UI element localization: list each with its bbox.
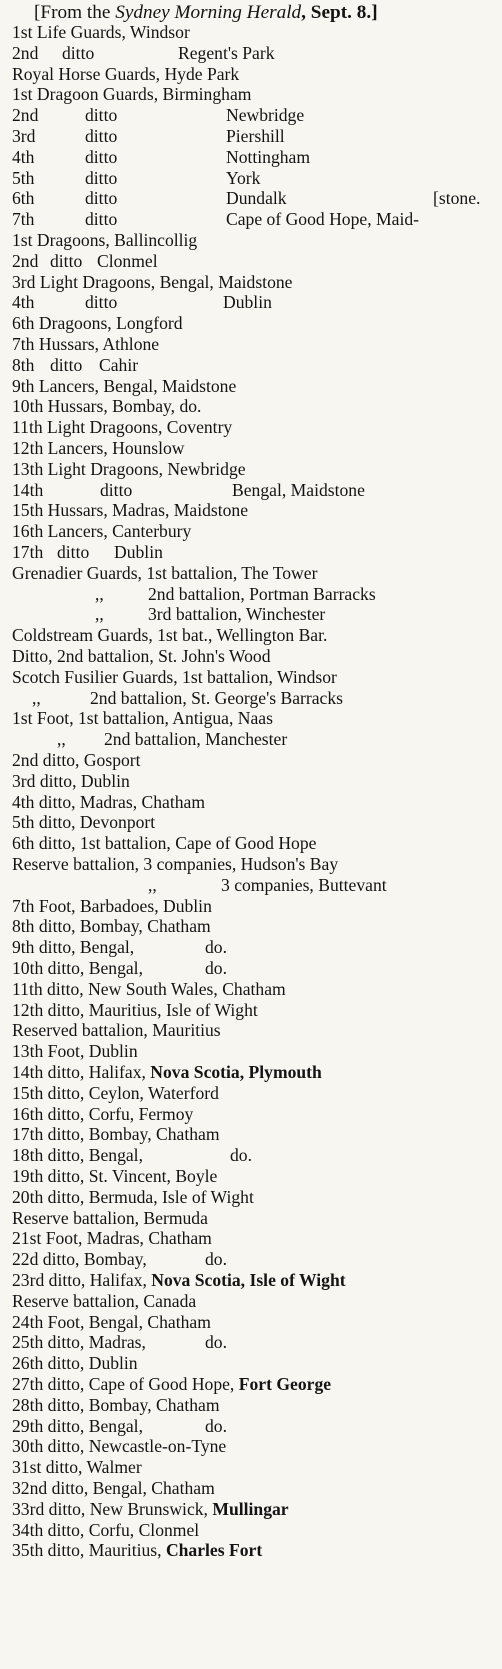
list-item-text: 6th ditto, 1st battalion, Cape of Good Hope — [12, 833, 317, 854]
list-item — [0, 272, 502, 293]
list-item-text: 7th Foot, Barbadoes, Dublin — [12, 895, 212, 916]
list-item-text: 3rd Light Dragoons, Bengal, Maidstone — [12, 271, 293, 292]
list-item-text: 18th ditto, Bengal, — [12, 1145, 143, 1166]
list-item — [0, 1166, 502, 1187]
list-item — [0, 209, 502, 230]
list-item — [0, 1208, 502, 1229]
list-item — [0, 688, 502, 709]
list-item-text: do. — [205, 1332, 227, 1353]
list-item-text: 7th Hussars, Athlone — [12, 334, 160, 354]
list-item-text: 33rd ditto, New Brunswick, Mullingar — [12, 1498, 289, 1519]
list-item-text: Coldstream Guards, 1st bat., Wellington Bar. — [12, 625, 328, 646]
list-item — [0, 1374, 502, 1395]
list-item-text: Reserve battalion, Canada — [12, 1290, 197, 1311]
list-item-text: ditto — [62, 42, 95, 63]
list-item — [0, 313, 502, 334]
list-item-text: ,, — [57, 729, 66, 750]
list-item — [0, 1353, 502, 1374]
list-item — [0, 958, 502, 979]
list-item-text: ditto — [85, 146, 118, 167]
list-item — [0, 771, 502, 792]
list-item — [0, 1332, 502, 1353]
list-item — [0, 480, 502, 501]
list-item-text: ,, — [148, 874, 157, 895]
list-item-text: 28th ditto, Bombay, Chatham — [12, 1394, 220, 1415]
list-item-text: 3 companies, Buttevant — [221, 874, 387, 895]
list-item — [0, 1000, 502, 1021]
list-item — [0, 1062, 502, 1083]
list-item — [0, 1145, 502, 1166]
list-item-text: 2nd battalion, St. George's Barracks — [90, 687, 344, 708]
list-item — [0, 334, 502, 355]
list-item-text: Piershill — [226, 126, 285, 146]
list-item-text: 25th ditto, Madras, — [12, 1332, 146, 1353]
list-item — [0, 1312, 502, 1333]
list-item-text: 16th ditto, Corfu, Fermoy — [12, 1103, 194, 1124]
list-item-text: ditto — [85, 167, 118, 188]
list-item — [0, 812, 502, 833]
list-item-text: 4th — [12, 292, 35, 313]
list-item-text: 3rd — [12, 126, 36, 146]
list-item — [0, 1270, 502, 1291]
list-item — [0, 875, 502, 896]
list-item-text: Dublin — [223, 292, 272, 313]
list-item — [0, 750, 502, 771]
list-item-text: 4th — [12, 146, 35, 167]
list-item-text: ditto — [57, 542, 90, 562]
list-item-text: 31st ditto, Walmer — [12, 1457, 142, 1478]
list-item — [0, 1416, 502, 1437]
list-item — [0, 916, 502, 937]
list-item-text: do. — [205, 937, 227, 958]
list-item-text: 10th Hussars, Bombay, do. — [12, 396, 202, 417]
list-item-text: Dundalk — [226, 188, 287, 209]
list-item — [0, 979, 502, 1000]
list-item-text: ,, — [95, 583, 104, 604]
list-item-text: 2nd — [12, 250, 39, 271]
list-item-text: 3rd battalion, Winchester — [148, 604, 326, 625]
list-item-text: Clonmel — [97, 250, 158, 271]
list-item-text: [stone. — [433, 188, 481, 209]
list-item-text: ditto — [100, 479, 133, 500]
list-item — [0, 1520, 502, 1541]
list-item-text: 8th — [12, 354, 35, 375]
list-item — [0, 1041, 502, 1062]
list-item — [0, 230, 502, 251]
list-item — [0, 584, 502, 605]
list-item-text: 34th ditto, Corfu, Clonmel — [12, 1519, 200, 1540]
list-item-text: 2nd battalion, Portman Barracks — [148, 583, 376, 604]
header-open: [From the — [34, 3, 116, 23]
list-item-text: 32nd ditto, Bengal, Chatham — [12, 1478, 215, 1498]
list-item-text: 17th ditto, Bombay, Chatham — [12, 1124, 220, 1145]
list-item-text: 3rd ditto, Dublin — [12, 770, 130, 791]
list-item-text: 12th ditto, Mauritius, Isle of Wight — [12, 999, 258, 1020]
list-item — [0, 1249, 502, 1270]
list-item-text: 1st Dragoon Guards, Birmingham — [12, 84, 252, 105]
list-item-text: 1st Foot, 1st battalion, Antigua, Naas — [12, 708, 273, 729]
list-item-text: 15th Hussars, Madras, Maidstone — [12, 500, 249, 521]
list-item — [0, 708, 502, 729]
list-item — [0, 500, 502, 521]
list-item-text: 2nd — [12, 105, 39, 126]
publication-name: Sydney Morning Herald — [115, 3, 302, 23]
list-item-text: York — [226, 167, 261, 188]
list-item — [0, 355, 502, 376]
list-item-text: 24th Foot, Bengal, Chatham — [12, 1311, 211, 1332]
list-item-text: Scotch Fusilier Guards, 1st battalion, Windsor — [12, 666, 337, 687]
list-item-text: 1st Life Guards, Windsor — [12, 22, 190, 42]
list-item-text: Newbridge — [226, 105, 305, 126]
list-item-text: 15th ditto, Ceylon, Waterford — [12, 1082, 219, 1103]
list-item — [0, 168, 502, 189]
list-item-text: 1st Dragoons, Ballincollig — [12, 230, 198, 250]
list-item — [0, 84, 502, 105]
list-item-text: 6th Dragoons, Longford — [12, 313, 183, 334]
list-item — [0, 1395, 502, 1416]
list-item-text: 4th ditto, Madras, Chatham — [12, 791, 206, 812]
list-item-text: 29th ditto, Bengal, — [12, 1415, 143, 1436]
list-item — [0, 1478, 502, 1499]
list-item — [0, 188, 502, 209]
list-item — [0, 292, 502, 313]
list-item-text: Dublin — [114, 542, 163, 562]
list-item-text: 2nd battalion, Manchester — [104, 729, 288, 750]
list-item-text: 20th ditto, Bermuda, Isle of Wight — [12, 1186, 254, 1207]
list-item — [0, 22, 502, 43]
list-item-text: 5th — [12, 167, 35, 188]
list-item — [0, 896, 502, 917]
list-item-text: 7th — [12, 209, 35, 230]
list-item-text: ditto — [85, 126, 118, 146]
list-item — [0, 126, 502, 147]
list-item — [0, 1540, 502, 1561]
list-item-text: Grenadier Guards, 1st battalion, The Tower — [12, 562, 318, 583]
list-item — [0, 1124, 502, 1145]
list-item-text: 14th ditto, Halifax, Nova Scotia, Plymouth — [12, 1062, 322, 1082]
list-item — [0, 521, 502, 542]
list-item-text: 9th ditto, Bengal, — [12, 937, 135, 958]
list-item-text: Reserved battalion, Mauritius — [12, 1020, 221, 1041]
list-item-text: 27th ditto, Cape of Good Hope, Fort George — [12, 1374, 332, 1394]
list-item — [0, 646, 502, 667]
list-item-text: Royal Horse Guards, Hyde Park — [12, 63, 240, 84]
list-item-text: 2nd — [12, 42, 39, 63]
list-item-text: do. — [230, 1145, 252, 1166]
list-item-text: Regent's Park — [178, 42, 275, 63]
list-item-text: do. — [205, 958, 227, 978]
list-item — [0, 563, 502, 584]
list-item — [0, 105, 502, 126]
list-item-text: 13th Light Dragoons, Newbridge — [12, 458, 246, 479]
list-item-text: 21st Foot, Madras, Chatham — [12, 1228, 212, 1249]
list-item-text: ,, — [32, 687, 41, 708]
list-item-text: ditto — [85, 209, 118, 230]
list-item — [0, 376, 502, 397]
list-item — [0, 1104, 502, 1125]
list-item-text: do. — [205, 1415, 227, 1436]
list-item-text: Reserve battalion, Bermuda — [12, 1207, 208, 1228]
list-item-text: ditto — [50, 250, 83, 271]
list-item-text: 19th ditto, St. Vincent, Boyle — [12, 1166, 218, 1186]
list-item — [0, 43, 502, 64]
list-item-text: 13th Foot, Dublin — [12, 1041, 138, 1062]
list-item-text: 12th Lancers, Hounslow — [12, 438, 185, 458]
list-item — [0, 1020, 502, 1041]
list-item — [0, 438, 502, 459]
list-item-text: 23rd ditto, Halifax, Nova Scotia, Isle of Wight — [12, 1270, 346, 1290]
list-item-text: 26th ditto, Dublin — [12, 1353, 138, 1374]
publication-date: , Sept. 8.] — [301, 3, 378, 23]
list-item-text: 22d ditto, Bombay, — [12, 1249, 147, 1270]
list-item-text: Reserve battalion, 3 companies, Hudson's Bay — [12, 854, 339, 874]
list-item-text: 5th ditto, Devonport — [12, 812, 156, 833]
list-item-text: 10th ditto, Bengal, — [12, 958, 143, 978]
list-item — [0, 667, 502, 688]
list-item — [0, 604, 502, 625]
list-item-text: Nottingham — [226, 146, 311, 167]
list-item — [0, 64, 502, 85]
list-item-text: 6th — [12, 188, 35, 209]
list-item-text: ditto — [85, 292, 118, 313]
list-item-text: Cape of Good Hope, Maid- — [226, 209, 419, 230]
list-item-text: 2nd ditto, Gosport — [12, 750, 141, 770]
list-item — [0, 1083, 502, 1104]
list-item-text: 16th Lancers, Canterbury — [12, 521, 192, 542]
list-item-text: 35th ditto, Mauritius, Charles Fort — [12, 1540, 263, 1561]
list-item-text: 11th Light Dragoons, Coventry — [12, 417, 233, 438]
list-item-text: Bengal, Maidstone — [232, 479, 365, 500]
list-item — [0, 1499, 502, 1520]
source-header — [34, 2, 378, 24]
list-item — [0, 1187, 502, 1208]
list-item-text: ditto — [85, 105, 118, 126]
list-item — [0, 459, 502, 480]
list-item — [0, 417, 502, 438]
list-item — [0, 396, 502, 417]
list-item-text: 14th — [12, 479, 44, 500]
list-item — [0, 1291, 502, 1312]
list-item-text: do. — [205, 1249, 227, 1270]
list-item — [0, 542, 502, 563]
list-item — [0, 833, 502, 854]
list-item — [0, 792, 502, 813]
list-item — [0, 1457, 502, 1478]
list-item — [0, 251, 502, 272]
list-item-text: 11th ditto, New South Wales, Chatham — [12, 978, 286, 999]
list-item-text: ,, — [95, 604, 104, 625]
list-item — [0, 854, 502, 875]
list-item-text: 9th Lancers, Bengal, Maidstone — [12, 375, 237, 396]
list-item-text: 8th ditto, Bombay, Chatham — [12, 916, 211, 937]
list-item — [0, 937, 502, 958]
list-item-text: 30th ditto, Newcastle-on-Tyne — [12, 1436, 227, 1457]
list-item-text: Cahir — [99, 354, 139, 375]
list-item-text: Ditto, 2nd battalion, St. John's Wood — [12, 646, 271, 666]
list-item — [0, 729, 502, 750]
list-item-text: ditto — [50, 354, 83, 375]
list-item — [0, 625, 502, 646]
list-item-text: 17th — [12, 542, 44, 562]
list-item — [0, 1228, 502, 1249]
list-item — [0, 1436, 502, 1457]
list-item-text: ditto — [85, 188, 118, 209]
list-item — [0, 147, 502, 168]
